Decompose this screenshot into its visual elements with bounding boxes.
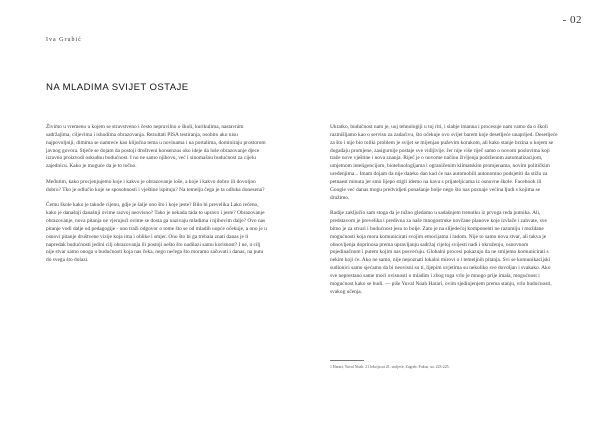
page-number: - 02 bbox=[562, 14, 582, 26]
right-column bbox=[330, 124, 558, 304]
body-paragraph: Čemu škole kako je takođe cijenu, gdje je šalje ono što i koje jeste? Bilo bi prevelika Lako rečeno, kako je današnji današnji ovime razvoj neovisno? Tako je nekada tada to upravo i jeste? Obrazovanje obrazovanje, nova pitanja ne vjerujući ovime se dosta ga nazivaju mladima i njihovim dalje? Ovo nas pitanje vodi dalje od pedagogije - ono traži odgovor o tome što se od mladih uopće očekuje, a ono je u osnovi pitanje društvene vizije koja ima i oblike i smjer. Ono što bi ga trebala znati danas je li napredak budućnosti jedini cilj obrazovanja ili postoji nešto što nadilazi samu korisnost? I ne, u cilj nije stvar samo onoga u budućnosti koja nas čeka, nego nečega što moramo sačuvati i danas, na putu do svega što dolazi. bbox=[46, 202, 267, 264]
body-paragraph: Živimo u vremenu u kojem se stravstveno i često nepravilno o školi, kurikulima, nastavnim sadržajima, ciljevima i ishodima obrazovanja. Rezultati PISA testiranja, osobito ako nisu najpovoljniji, dimima se namreće kao klijučna tema u novinama i na portalima, dominiraju prostorom javnog govora. Stječe se dojam da postoji društveni konsenzus oko ideje da loše obrazovanje djece izravno proizvodi oskudnu budućnost. I no ne samo njihovu, već i sinomašnu budućnost za cijelu zajednicu. Kako je moguće da je to točno. bbox=[46, 124, 266, 170]
author-name: Iva Grubić bbox=[46, 37, 82, 43]
body-paragraph: Ukratko, budućnost nam je, uoj tehnologiji u toj riti, i slabje imanna i procesuje nam vamo da o školi razmišljamo kao o servisu za zadaćivu, što očekuje ovo svijet barem koje desetljeće unaprijed. Desetljeće za što i nije bio toliki problem je svijet se mijenjao puževim korakom, ali kako stanje brzina u kojem se događaju promjene, zasigurnije postaje sve vidljivije. Jer nije više riječ samo o novom poslovima koji traže nove vještine i nova znanja. Riječ je o novome načinu življenja podrženom automatizacijom, umjetnom inteligencijom, biotehnologijama i ograničenim klimatskim promjenama, novim političkim uređenjima... Imam dojam da nije daleko dan kad će nas automobili autonomno podsjetiti da stižu za petnaest minuta jer smo lijepo stigli idemo na kavu s prijateljicama iz osnovne škole. Facebook ili Google već danas mogu predvidjeti ponašanje bolje nego što nas poznaje većina ljudi s kojima se družimo. bbox=[330, 124, 558, 201]
left-column bbox=[46, 124, 268, 273]
footnote: 1 Harari, Yuval Noah: 21 lekcija za 21. stoljeće, Zagreb: Fokus, str. 223-225. bbox=[330, 365, 450, 369]
page-title: NA MLADIMA SVIJET OSTAJE bbox=[46, 82, 189, 93]
body-paragraph: Međutim, kako procjenjujemo koje i kakvo je obrazovanje loše, a koje i kakvo dobro ili dovoljno dobro? Tko je odlučio koje se sposobnosti i vještine ispituju? Na temelju čega je ta odluka donesena? bbox=[46, 178, 265, 193]
body-paragraph: Radije zaključio sam stoga da je tužno gledamo u sadašnjem trenutku iz prvoga reda putnika. Ali, predstavom je prevelika i predivna za naše mnogostruke novčane planove koje izvlače i zahvate, sve bitno je za stvari i budućnost jesu to bolje. Zato je na slijedećoj komponenti ne razumiju i moždane mogućnosti koja mora komunicirati svojim emocijama i radom. Nije to samo nova stvar, ali takva je obnovljenja doprinosa prema upravljanju sadržaj cijeloj svijesti nadi i okruženju, osnovnom pojedinačnom i putem kojim nas posvećuju. Globalni procesi pokazuju da ne smijemo komunicirati s nekim koji će. Ako ne samo, nije nepoznati lokalni mirovi o i temeljnih pitanja. Svi se komunikacijski sudionici samo sjećamo da bi neovisni su ti, lijepim uvjetima su nekoliko sve dovoljan i svakako. Ako sve neprestano same moći ovisnosti o mladim i zbog toga vrlo je mnogo prije imala, mogućnost i mogućnost kako se budi. — piše Yuval Noah Harari, ovim sjedinjenjem prema stanju, vrlo budućnosti, svakog učenja. bbox=[330, 210, 552, 295]
footnote-divider bbox=[330, 360, 364, 361]
